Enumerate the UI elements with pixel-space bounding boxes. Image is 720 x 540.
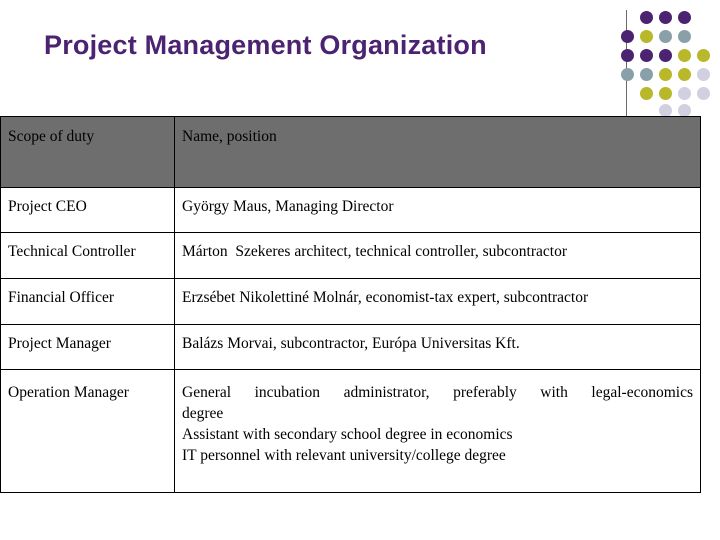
decor-dot xyxy=(640,11,653,24)
duty-cell: Project Manager xyxy=(1,325,175,370)
header-name-position: Name, position xyxy=(175,117,701,188)
name-line: General incubation administrator, preferably with legal-economics xyxy=(182,384,693,401)
name-line: IT personnel with relevant university/college degree xyxy=(182,447,506,464)
table-header-row xyxy=(1,117,701,188)
decor-dot xyxy=(659,87,672,100)
name-cell: Erzsébet Nikolettiné Molnár, economist-tax expert, subcontractor xyxy=(175,279,701,325)
decor-dot xyxy=(697,49,710,62)
decor-dot xyxy=(659,30,672,43)
decor-dot xyxy=(659,11,672,24)
page-title: Project Management Organization xyxy=(44,30,487,60)
table-row xyxy=(1,370,701,493)
table-row xyxy=(1,279,701,325)
decor-dot xyxy=(678,11,691,24)
decor-dot xyxy=(697,87,710,100)
duty-cell: Technical Controller xyxy=(1,233,175,279)
decor-dot xyxy=(640,49,653,62)
decor-dot xyxy=(678,68,691,81)
decor-dot xyxy=(621,30,634,43)
duty-table xyxy=(0,116,701,493)
duty-cell: Financial Officer xyxy=(1,279,175,325)
name-line: Assistant with secondary school degree in economics xyxy=(182,426,513,443)
duty-cell: Operation Manager xyxy=(1,370,175,493)
table-row xyxy=(1,188,701,233)
decor-dot xyxy=(678,87,691,100)
duty-cell: Project CEO xyxy=(1,188,175,233)
table-row xyxy=(1,325,701,370)
name-cell: György Maus, Managing Director xyxy=(175,188,701,233)
decor-dot xyxy=(640,87,653,100)
name-line: degree xyxy=(182,405,224,422)
header-scope-of-duty: Scope of duty xyxy=(1,117,175,188)
decor-dot xyxy=(678,30,691,43)
decor-dot xyxy=(621,49,634,62)
decor-dot xyxy=(678,49,691,62)
decorative-divider xyxy=(626,10,627,116)
decor-dot xyxy=(659,49,672,62)
name-cell: Balázs Morvai, subcontractor, Európa Universitas Kft. xyxy=(175,325,701,370)
table-row xyxy=(1,233,701,279)
name-cell: Márton Szekeres architect, technical controller, subcontractor xyxy=(175,233,701,279)
decor-dot xyxy=(621,68,634,81)
decor-dot xyxy=(697,68,710,81)
decor-dot xyxy=(640,68,653,81)
decor-dot xyxy=(640,30,653,43)
name-cell xyxy=(175,370,701,493)
decor-dot xyxy=(659,68,672,81)
